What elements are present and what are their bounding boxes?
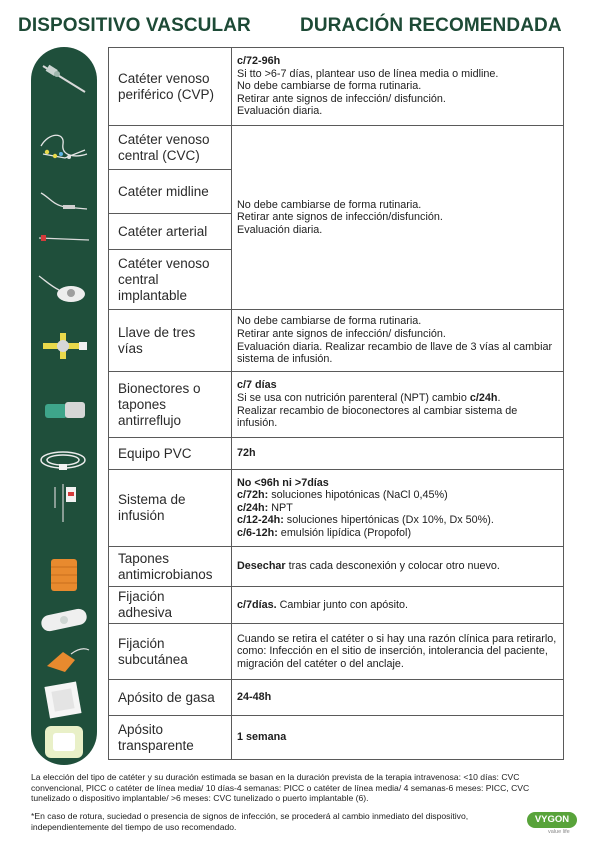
text: Evaluación diaria. Realizar recambio de llave de 3 vías al cambiar sistema de infusión. — [237, 340, 553, 366]
duration-cell — [232, 48, 564, 126]
emphasis-text: No <96h ni >7días — [237, 476, 329, 489]
antimicrobial-cap-icon — [35, 555, 93, 595]
duration-cell — [232, 126, 564, 310]
device-name: Tapones antimicrobianos — [109, 547, 232, 587]
duration-line — [237, 489, 558, 502]
text: Retirar ante signos de infección/ disfunción. — [237, 327, 446, 340]
duration-line — [237, 447, 558, 460]
peripheral-catheter-icon — [35, 58, 93, 98]
text: . — [497, 391, 501, 404]
emphasis-text: 24-48h — [237, 691, 272, 704]
duration-column-header: DURACIÓN RECOMENDADA — [300, 15, 562, 36]
gauze-dressing-icon — [35, 680, 93, 720]
emphasis-text: c/7 días — [237, 379, 277, 392]
device-name: Llave de tres vías — [109, 310, 232, 372]
device-name: Catéter venoso periférico (CVP) — [109, 48, 232, 126]
text: Cuando se retira el catéter o si hay una razón clínica para retirarlo, como: Infección en el sitio de inserción, intolerancia del paciente, migración del catéter o del anclaje. — [237, 632, 557, 670]
central-catheter-icon — [35, 128, 93, 168]
text: No debe cambiarse de forma rutinaria. — [237, 80, 422, 93]
emphasis-text: <10 días: — [463, 772, 499, 782]
duration-line — [237, 527, 558, 540]
logo-tagline: value life — [548, 829, 570, 835]
emphasis-text: Desechar — [237, 560, 286, 573]
text: PICC o catéter de línea media/ — [281, 782, 404, 793]
duration-cell — [232, 438, 564, 470]
table-row — [109, 680, 564, 716]
text: CVC convencional, PICC o catéter de línea media/ — [31, 772, 520, 793]
text: Cambiar junto con apósito. — [276, 598, 409, 611]
footnote-replacement: *En caso de rotura, suciedad o presencia de signos de infección, se procederá al cambio inmediato del dispositivo, independientemente del tiempo de uso recomendado. — [31, 811, 469, 832]
three-way-stopcock-icon — [35, 325, 93, 365]
infusion-system-icon — [35, 482, 93, 522]
text: Retirar ante signos de infección/disfunción. — [237, 211, 443, 224]
duration-line — [237, 392, 558, 405]
bionector-icon — [35, 390, 93, 430]
device-name: Catéter venoso central implantable — [109, 250, 232, 310]
duration-line — [237, 560, 558, 573]
duration-line — [237, 514, 558, 527]
table-row — [109, 372, 564, 438]
table-row — [109, 716, 564, 760]
duration-cell — [232, 680, 564, 716]
device-duration-table — [108, 47, 564, 760]
emphasis-text: 4 semanas-6 meses: — [403, 782, 484, 793]
emphasis-text: c/6-12h: — [237, 526, 278, 539]
emphasis-text: c/12-24h: — [237, 514, 284, 527]
duration-cell — [232, 310, 564, 372]
duration-line — [237, 477, 558, 490]
duration-line — [237, 502, 558, 515]
implantable-port-icon — [35, 268, 93, 308]
footnote-catheter-selection — [31, 772, 566, 804]
text: emulsión lipídica (Propofol) — [277, 526, 412, 539]
text: No debe cambiarse de forma rutinaria. — [237, 315, 422, 328]
emphasis-text: c/72h: — [237, 489, 269, 502]
duration-line — [237, 224, 558, 237]
text: La elección del tipo de catéter y su duración estimada se basan en la duración prevista de la terapia intravenosa: — [31, 772, 464, 782]
transparent-dressing-icon — [35, 722, 93, 762]
table-row — [109, 547, 564, 587]
device-name: Fijación adhesiva — [109, 587, 232, 624]
duration-cell — [232, 470, 564, 547]
text: Realizar recambio de bioconectores al cambiar sistema de infusión. — [237, 404, 518, 430]
duration-line — [237, 211, 558, 224]
duration-line — [237, 199, 558, 212]
duration-line — [237, 55, 558, 68]
emphasis-text: 1 semana — [237, 731, 287, 744]
device-name: Apósito transparente — [109, 716, 232, 760]
duration-line — [237, 691, 558, 704]
text: NPT — [268, 501, 293, 514]
duration-line — [237, 405, 558, 430]
table-row — [109, 126, 564, 170]
duration-cell — [232, 624, 564, 680]
duration-line — [237, 68, 558, 81]
duration-cell — [232, 716, 564, 760]
text: Si tto >6-7 días, plantear uso de línea media o midline. — [237, 67, 499, 80]
duration-cell — [232, 372, 564, 438]
emphasis-text: 10 días-4 semanas: — [205, 782, 282, 793]
duration-line — [237, 633, 558, 671]
table-row — [109, 587, 564, 624]
arterial-catheter-icon — [35, 220, 93, 260]
text: CVC tunelizado o puerto implantable (6). — [210, 793, 369, 804]
device-name: Catéter arterial — [109, 214, 232, 250]
text: soluciones hipotónicas (NaCl 0,45%) — [268, 489, 448, 502]
table-row — [109, 310, 564, 372]
emphasis-text: 72h — [237, 447, 256, 460]
text: Evaluación diaria. — [237, 223, 323, 236]
emphasis-text: c/72-96h — [237, 55, 281, 68]
text: Si se usa con nutrición parenteral (NPT) cambio — [237, 391, 470, 404]
text: Evaluación diaria. — [237, 105, 323, 118]
duration-line — [237, 93, 558, 106]
subcutaneous-fixation-icon — [35, 640, 93, 680]
device-name: Catéter midline — [109, 170, 232, 214]
vygon-logo: VYGON — [527, 812, 577, 828]
midline-catheter-icon — [35, 183, 93, 223]
text: Retirar ante signos de infección/ disfunción. — [237, 92, 446, 105]
emphasis-text: c/24h — [469, 391, 498, 404]
duration-line — [237, 328, 558, 341]
device-name: Apósito de gasa — [109, 680, 232, 716]
device-name: Sistema de infusión — [109, 470, 232, 547]
duration-line — [237, 105, 558, 118]
table-row — [109, 438, 564, 470]
duration-line — [237, 599, 558, 612]
table-row — [109, 624, 564, 680]
duration-line — [237, 315, 558, 328]
device-name: Catéter venoso central (CVC) — [109, 126, 232, 170]
device-name: Bionectores o tapones antirreflujo — [109, 372, 232, 438]
table-row — [109, 470, 564, 547]
duration-line — [237, 379, 558, 392]
duration-line — [237, 731, 558, 744]
emphasis-text: c/7días. — [237, 598, 277, 611]
device-name: Fijación subcutánea — [109, 624, 232, 680]
duration-cell — [232, 587, 564, 624]
device-name: Equipo PVC — [109, 438, 232, 470]
text: PICC, CVC tunelizado o dispositivo implantable/ — [31, 782, 530, 804]
adhesive-fixation-icon — [35, 600, 93, 640]
duration-line — [237, 341, 558, 366]
duration-line — [237, 80, 558, 93]
text: No debe cambiarse de forma rutinaria. — [237, 198, 422, 211]
emphasis-text: c/24h: — [237, 501, 269, 514]
table-row — [109, 48, 564, 126]
text: tras cada desconexión y colocar otro nuevo. — [285, 560, 500, 573]
device-column-header: DISPOSITIVO VASCULAR — [18, 15, 251, 36]
emphasis-text: >6 meses: — [170, 793, 211, 804]
text: soluciones hipertónicas (Dx 10%, Dx 50%). — [283, 514, 494, 527]
duration-cell — [232, 547, 564, 587]
pvc-set-icon — [35, 440, 93, 480]
